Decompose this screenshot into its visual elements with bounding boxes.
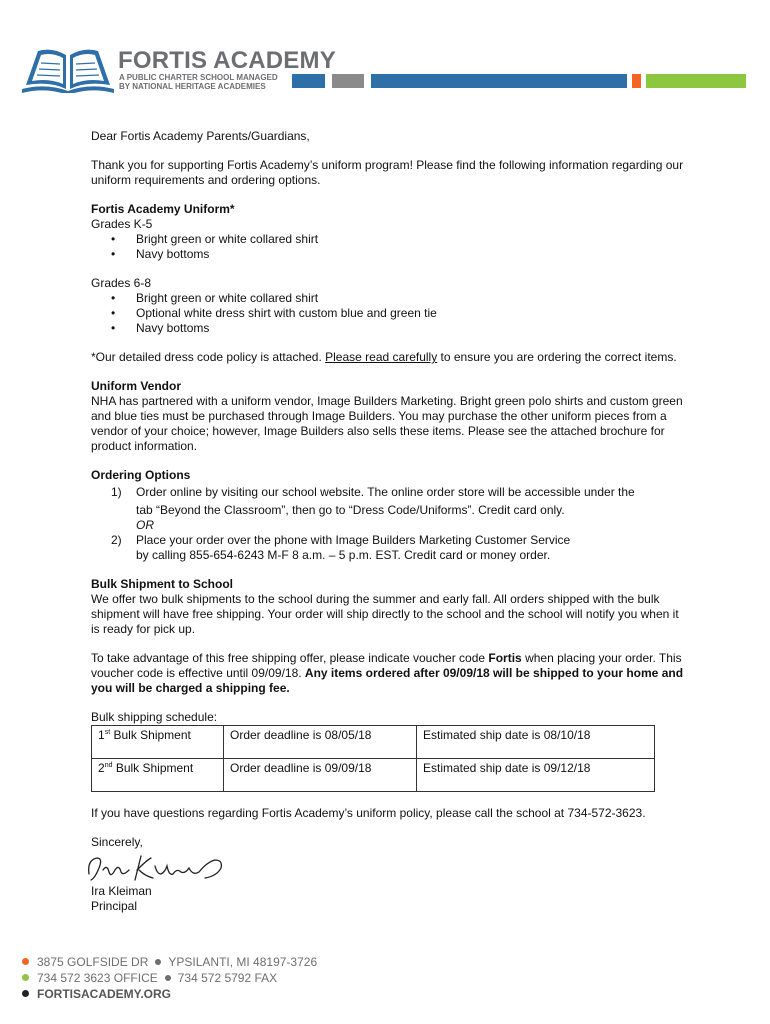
closing: Sincerely, — [91, 835, 143, 849]
fax-number: 734 572 5792 FAX — [177, 971, 278, 985]
list-item: • Bright green or white collared shirt — [91, 291, 686, 306]
website-link[interactable]: FORTISACADEMY.ORG — [37, 987, 172, 1001]
orange-bullet-icon — [22, 958, 29, 965]
shipment-number: 2 — [98, 761, 105, 775]
read-carefully-emphasis: Please read carefully — [325, 350, 438, 364]
footer-phone-line — [22, 970, 317, 986]
office-phone: 734 572 3623 OFFICE — [37, 971, 158, 985]
voucher-code: Fortis — [488, 651, 522, 665]
grades-k5-label: Grades K-5 — [91, 217, 153, 231]
table-row — [92, 726, 655, 759]
ordinal-suffix: nd — [104, 762, 113, 769]
table-cell: Estimated ship date is 09/12/18 — [417, 759, 655, 792]
list-item: • Optional white dress shirt with custom blue and green tie — [91, 306, 686, 321]
voucher-paragraph — [91, 651, 686, 696]
separator-dot-icon — [155, 959, 161, 965]
or-separator — [91, 518, 686, 533]
tagline-line-1: A PUBLIC CHARTER SCHOOL MANAGED — [119, 73, 278, 82]
order-option-2 — [91, 533, 686, 563]
header-bar-green — [646, 74, 746, 88]
header-bar-blue-long — [371, 74, 627, 88]
grades-68-label: Grades 6-8 — [91, 276, 152, 290]
questions-paragraph: If you have questions regarding Fortis Academy’s uniform policy, please call the school at 734-572-3623. — [91, 806, 646, 820]
address-street: 3875 GOLFSIDE DR — [37, 955, 149, 969]
voucher-text: To take advantage of this free shipping offer, please indicate voucher code — [91, 651, 489, 665]
order-option-2-line-2: by calling 855-654-6243 M-F 8 a.m. – 5 p.m. EST. Credit card or money order. — [136, 548, 551, 562]
bulk-paragraph: We offer two bulk shipments to the school during the summer and early fall. All orders shipped with the bulk shipment will have free shipping. Your order will ship directly to the school and the school will notify you when it is ready for pick up. — [91, 592, 679, 636]
schedule-table — [91, 725, 655, 792]
black-bullet-icon — [22, 990, 29, 997]
table-cell: Order deadline is 09/09/18 — [224, 759, 417, 792]
footer-website-line — [22, 986, 317, 1002]
ordinal-suffix: st — [104, 729, 111, 736]
header-bar-blue — [292, 74, 325, 88]
brand-name: FORTIS ACADEMY — [118, 47, 336, 74]
note-text-end: to ensure you are ordering the correct items. — [437, 350, 677, 364]
voucher-text-mid: when placing your order. This voucher code is effective until 09/09/18. — [91, 651, 682, 680]
header-bar-orange — [632, 74, 641, 88]
or-label: OR — [136, 518, 154, 532]
order-option-2-line-1: Place your order over the phone with Image Builders Marketing Customer Service — [136, 533, 571, 547]
table-cell: Estimated ship date is 08/10/18 — [417, 726, 655, 759]
signer-name: Ira Kleiman — [91, 884, 152, 898]
table-row — [92, 759, 655, 792]
footer-address-line — [22, 954, 317, 970]
shipment-name: Bulk Shipment — [112, 761, 194, 775]
ordering-heading: Ordering Options — [91, 468, 191, 482]
tagline-line-2: BY NATIONAL HERITAGE ACADEMIES — [119, 82, 266, 91]
shipment-name: Bulk Shipment — [110, 728, 191, 742]
schedule-label: Bulk shipping schedule: — [91, 710, 218, 724]
list-item: • Bright green or white collared shirt — [91, 232, 686, 247]
intro-paragraph: Thank you for supporting Fortis Academy’s uniform program! Please find the following information regarding our uniform requirements and ordering options. — [91, 158, 684, 187]
signature-image — [81, 850, 231, 884]
salutation: Dear Fortis Academy Parents/Guardians, — [91, 129, 310, 143]
list-item: • Navy bottoms — [91, 321, 686, 336]
dress-code-note — [91, 350, 686, 365]
shipment-number: 1 — [98, 728, 105, 742]
signer-title: Principal — [91, 899, 138, 913]
uniform-heading: Fortis Academy Uniform* — [91, 202, 235, 216]
order-option-1-line-1: Order online by visiting our school website. The online order store will be accessible under the — [136, 485, 635, 499]
vendor-heading: Uniform Vendor — [91, 379, 182, 393]
vendor-paragraph: NHA has partnered with a uniform vendor, Image Builders Marketing. Bright green polo shirts and custom green and blue ties must be purchased through Image Builders. You may purchase the other uniform pieces from a vendor of your choice; however, Image Builders also sells these items. Please see the attached brochure for product information. — [91, 394, 683, 453]
address-city: YPSILANTI, MI 48197-3726 — [168, 955, 318, 969]
footer-contact — [22, 954, 317, 1002]
bulk-heading: Bulk Shipment to School — [91, 577, 234, 591]
note-text: *Our detailed dress code policy is attached. — [91, 350, 326, 364]
header-bar-gray — [332, 74, 364, 88]
order-option-1 — [91, 485, 686, 518]
order-option-number: 1) — [111, 485, 122, 499]
open-book-logo-icon — [22, 45, 114, 93]
voucher-warning: Any items ordered after 09/09/18 will be shipped to your home and you will be charged a shipping fee. — [91, 666, 684, 695]
separator-dot-icon — [165, 975, 171, 981]
table-cell — [92, 759, 224, 792]
table-cell: Order deadline is 08/05/18 — [224, 726, 417, 759]
letter-body — [91, 129, 686, 914]
green-bullet-icon — [22, 974, 29, 981]
brand-tagline — [119, 73, 289, 91]
order-option-number: 2) — [111, 533, 122, 547]
table-cell — [92, 726, 224, 759]
order-option-1-line-2: tab “Beyond the Classroom”, then go to “Dress Code/Uniforms”. Credit card only. — [136, 503, 565, 517]
list-item: • Navy bottoms — [91, 247, 686, 262]
